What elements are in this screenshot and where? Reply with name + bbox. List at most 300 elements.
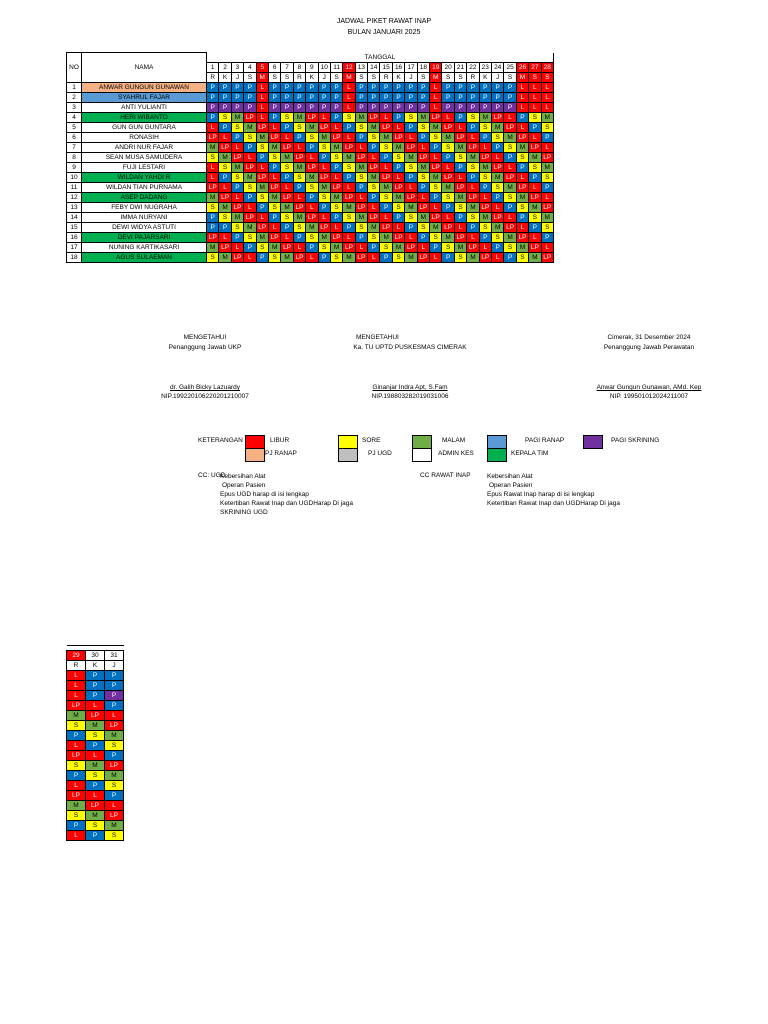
shift-cell: L <box>67 671 86 681</box>
shift-cell: L <box>318 212 330 222</box>
shift-cell: M <box>330 242 342 252</box>
shift-cell: P <box>392 102 404 112</box>
shift-cell: P <box>318 152 330 162</box>
shift-cell: P <box>516 212 528 222</box>
shift-cell: P <box>256 152 268 162</box>
shift-cell: L <box>430 82 442 92</box>
signature-tu <box>340 334 480 400</box>
staff-name: DEWI WIDYA ASTUTI <box>82 222 207 232</box>
shift-cell: S <box>244 182 256 192</box>
shift-cell: P <box>529 172 541 182</box>
shift-cell: S <box>105 741 124 751</box>
shift-cell: LP <box>516 132 528 142</box>
day-number: 17 <box>405 62 417 72</box>
continued-row <box>67 791 124 801</box>
shift-cell: M <box>355 112 367 122</box>
shift-cell: LP <box>207 182 219 192</box>
shift-cell: L <box>430 202 442 212</box>
day-number: 7 <box>281 62 293 72</box>
shift-cell: S <box>306 182 318 192</box>
shift-cell: M <box>231 112 243 122</box>
day-number: 14 <box>368 62 380 72</box>
shift-cell: P <box>504 82 516 92</box>
shift-cell: P <box>281 122 293 132</box>
shift-cell: L <box>529 92 541 102</box>
shift-cell: P <box>467 82 479 92</box>
shift-cell: LP <box>405 242 417 252</box>
shift-cell: S <box>343 212 355 222</box>
shift-cell: LP <box>529 192 541 202</box>
shift-cell: LP <box>306 112 318 122</box>
legend-swatch <box>245 448 265 462</box>
shift-cell: S <box>392 252 404 262</box>
shift-cell: S <box>491 182 503 192</box>
legend-swatch <box>583 435 603 449</box>
shift-cell: S <box>330 152 342 162</box>
shift-cell: M <box>306 172 318 182</box>
shift-cell: LP <box>293 152 305 162</box>
shift-cell: P <box>219 222 231 232</box>
shift-cell: P <box>355 92 367 102</box>
day-number: 12 <box>343 62 355 72</box>
shift-cell: LP <box>268 232 280 242</box>
staff-no: 5 <box>67 122 82 132</box>
shift-cell: M <box>417 162 429 172</box>
shift-cell: LP <box>368 162 380 172</box>
shift-cell: P <box>105 681 124 691</box>
shift-cell: P <box>86 781 105 791</box>
weekday-letter: K <box>306 72 318 82</box>
shift-cell: P <box>105 691 124 701</box>
shift-cell: L <box>541 92 553 102</box>
continued-row <box>67 681 124 691</box>
shift-cell: P <box>442 102 454 112</box>
shift-cell: L <box>516 92 528 102</box>
shift-cell: M <box>86 721 105 731</box>
weekday-letter: M <box>256 72 268 82</box>
shift-cell: L <box>281 132 293 142</box>
shift-cell: L <box>343 182 355 192</box>
page-title: JADWAL PIKET RAWAT INAP <box>336 18 432 25</box>
shift-cell: LP <box>306 212 318 222</box>
shift-cell: S <box>529 212 541 222</box>
shift-cell: P <box>417 92 429 102</box>
shift-cell: L <box>281 232 293 242</box>
staff-name: ANTI YULIANTI <box>82 102 207 112</box>
shift-cell: L <box>256 102 268 112</box>
schedule-table <box>66 52 554 263</box>
shift-cell: M <box>306 122 318 132</box>
shift-cell: M <box>368 172 380 182</box>
shift-cell: M <box>380 132 392 142</box>
staff-no: 1 <box>67 82 82 92</box>
staff-name: HERI WIBANTO <box>82 112 207 122</box>
shift-cell: L <box>504 162 516 172</box>
shift-cell: S <box>219 162 231 172</box>
day-number: 13 <box>355 62 367 72</box>
shift-cell: L <box>219 232 231 242</box>
shift-cell: P <box>380 152 392 162</box>
shift-cell: S <box>207 202 219 212</box>
shift-cell: L <box>392 222 404 232</box>
shift-cell: M <box>219 152 231 162</box>
shift-cell: M <box>368 222 380 232</box>
sig-nip: NIP. 199501012024211007 <box>609 393 689 400</box>
day-number: 18 <box>417 62 429 72</box>
shift-cell: LP <box>281 192 293 202</box>
continued-row <box>67 801 124 811</box>
shift-cell: M <box>207 192 219 202</box>
shift-cell: M <box>467 252 479 262</box>
continued-row <box>67 781 124 791</box>
shift-cell: P <box>330 92 342 102</box>
shift-cell: M <box>256 182 268 192</box>
day-number: 5 <box>256 62 268 72</box>
shift-cell: LP <box>454 232 466 242</box>
weekday-letter: M <box>343 72 355 82</box>
shift-cell: L <box>268 172 280 182</box>
shift-cell: P <box>405 102 417 112</box>
shift-cell: P <box>330 112 342 122</box>
shift-cell: S <box>405 212 417 222</box>
shift-cell: M <box>318 182 330 192</box>
weekday-letter: K <box>86 661 105 671</box>
weekday-letter: R <box>293 72 305 82</box>
shift-cell: P <box>281 172 293 182</box>
shift-cell: P <box>244 142 256 152</box>
shift-cell: M <box>516 142 528 152</box>
shift-cell: P <box>491 242 503 252</box>
staff-row <box>67 102 554 112</box>
shift-cell: LP <box>417 152 429 162</box>
shift-cell: M <box>541 162 553 172</box>
shift-cell: P <box>293 92 305 102</box>
staff-name: NUNING KARTIKASARI <box>82 242 207 252</box>
shift-cell: M <box>454 242 466 252</box>
shift-cell: M <box>541 112 553 122</box>
note-line: Epus UGD harap di isi lengkap <box>220 491 309 498</box>
shift-cell: P <box>405 92 417 102</box>
shift-cell: LP <box>491 212 503 222</box>
shift-cell: P <box>467 122 479 132</box>
shift-cell: M <box>67 801 86 811</box>
staff-no: 10 <box>67 172 82 182</box>
shift-cell: L <box>318 112 330 122</box>
shift-cell: LP <box>281 142 293 152</box>
shift-cell: L <box>529 182 541 192</box>
staff-name: ASEP DADANG <box>82 192 207 202</box>
shift-cell: S <box>67 811 86 821</box>
shift-cell: P <box>430 242 442 252</box>
shift-cell: L <box>405 182 417 192</box>
staff-name: AGUS SULAEMAN <box>82 252 207 262</box>
legend-text: SORE <box>362 437 381 444</box>
shift-cell: S <box>207 252 219 262</box>
note-line: Operan Pasien <box>489 482 533 489</box>
note-line: SKRINING UGD <box>220 509 268 516</box>
staff-no: 6 <box>67 132 82 142</box>
shift-cell: S <box>306 232 318 242</box>
staff-row <box>67 152 554 162</box>
shift-cell: LP <box>355 252 367 262</box>
shift-cell: P <box>293 102 305 112</box>
shift-cell: P <box>467 92 479 102</box>
legend-text: LIBUR <box>270 437 290 444</box>
shift-cell: M <box>491 172 503 182</box>
shift-cell: LP <box>417 252 429 262</box>
shift-cell: P <box>454 82 466 92</box>
staff-name: ANWAR GUNGUN GUNAWAN <box>82 82 207 92</box>
day-number: 29 <box>67 651 86 661</box>
shift-cell: LP <box>343 142 355 152</box>
legend-text: KEPALA TIM <box>511 450 549 457</box>
weekday-letter: K <box>392 72 404 82</box>
shift-cell: S <box>541 122 553 132</box>
shift-cell: P <box>491 92 503 102</box>
shift-cell: P <box>105 791 124 801</box>
shift-cell: S <box>355 122 367 132</box>
legend-swatch <box>412 435 432 449</box>
shift-cell: P <box>318 202 330 212</box>
schedule-table-continued <box>66 645 124 841</box>
shift-cell: M <box>479 112 491 122</box>
shift-cell: P <box>207 82 219 92</box>
cc-rawat-inap-label: CC RAWAT INAP <box>420 472 471 479</box>
shift-cell: M <box>244 122 256 132</box>
legend-swatch <box>487 448 507 462</box>
shift-cell: S <box>343 162 355 172</box>
shift-cell: P <box>504 152 516 162</box>
header-tanggal: TANGGAL <box>207 53 554 63</box>
shift-cell: M <box>219 202 231 212</box>
weekday-letter: J <box>105 661 124 671</box>
shift-cell: P <box>467 172 479 182</box>
shift-cell: P <box>330 212 342 222</box>
shift-cell: S <box>392 202 404 212</box>
shift-cell: M <box>105 731 124 741</box>
note-line: Ketertiban Rawat Inap dan UGDHarap Di jaga <box>487 500 620 507</box>
header-nama: NAMA <box>82 53 207 83</box>
staff-no: 16 <box>67 232 82 242</box>
day-number: 24 <box>491 62 503 72</box>
shift-cell: LP <box>355 152 367 162</box>
shift-cell: P <box>256 202 268 212</box>
shift-cell: L <box>231 192 243 202</box>
shift-cell: M <box>105 771 124 781</box>
shift-cell: LP <box>467 192 479 202</box>
shift-cell: L <box>219 132 231 142</box>
shift-cell: S <box>268 152 280 162</box>
shift-cell: LP <box>430 212 442 222</box>
shift-cell: S <box>219 212 231 222</box>
shift-cell: P <box>268 102 280 112</box>
shift-cell: P <box>268 112 280 122</box>
shift-cell: P <box>479 132 491 142</box>
shift-cell: S <box>231 222 243 232</box>
shift-cell: M <box>417 112 429 122</box>
weekday-letter: S <box>244 72 256 82</box>
shift-cell: P <box>306 192 318 202</box>
shift-cell: M <box>268 242 280 252</box>
staff-name: WILDAN TIAN PURNAMA <box>82 182 207 192</box>
shift-cell: M <box>67 711 86 721</box>
weekday-letter: S <box>454 72 466 82</box>
shift-cell: P <box>479 182 491 192</box>
shift-cell: L <box>306 202 318 212</box>
notes-rawat-inap <box>487 472 620 508</box>
shift-cell: L <box>405 132 417 142</box>
shift-cell: L <box>392 122 404 132</box>
shift-cell: P <box>281 102 293 112</box>
shift-cell: L <box>442 212 454 222</box>
shift-cell: L <box>430 252 442 262</box>
staff-no: 2 <box>67 92 82 102</box>
shift-cell: LP <box>516 232 528 242</box>
sig-nip: NIP.198803282019031006 <box>371 393 449 400</box>
day-number: 16 <box>392 62 404 72</box>
shift-cell: LP <box>405 142 417 152</box>
shift-cell: L <box>454 222 466 232</box>
shift-cell: M <box>256 232 268 242</box>
continued-row <box>67 831 124 841</box>
shift-cell: P <box>467 102 479 112</box>
legend-text: PAGI SKRINING <box>611 437 660 444</box>
sig-role1: Cimerak, 31 Desember 2024 <box>607 334 691 341</box>
shift-cell: P <box>417 102 429 112</box>
shift-cell: M <box>281 252 293 262</box>
shift-cell: P <box>355 232 367 242</box>
weekday-letter: M <box>516 72 528 82</box>
continued-row <box>67 771 124 781</box>
shift-cell: LP <box>244 162 256 172</box>
shift-cell: L <box>392 172 404 182</box>
shift-cell: P <box>417 182 429 192</box>
shift-cell: L <box>293 192 305 202</box>
staff-row <box>67 242 554 252</box>
staff-no: 12 <box>67 192 82 202</box>
shift-cell: S <box>281 162 293 172</box>
shift-cell: L <box>207 162 219 172</box>
shift-cell: L <box>405 232 417 242</box>
shift-cell: M <box>231 162 243 172</box>
shift-cell: P <box>355 82 367 92</box>
shift-cell: LP <box>256 172 268 182</box>
shift-cell: M <box>368 122 380 132</box>
day-number: 26 <box>516 62 528 72</box>
staff-name: FEBY DWI NUGRAHA <box>82 202 207 212</box>
shift-cell: P <box>430 192 442 202</box>
day-number: 28 <box>541 62 553 72</box>
day-number: 8 <box>293 62 305 72</box>
shift-cell: M <box>207 242 219 252</box>
day-number: 1 <box>207 62 219 72</box>
shift-cell: M <box>516 192 528 202</box>
shift-cell: L <box>368 252 380 262</box>
staff-no: 8 <box>67 152 82 162</box>
shift-cell: P <box>405 222 417 232</box>
shift-cell: S <box>318 142 330 152</box>
shift-cell: S <box>293 122 305 132</box>
shift-cell: M <box>541 212 553 222</box>
weekday-letter: K <box>479 72 491 82</box>
staff-row <box>67 202 554 212</box>
weekday-letter: J <box>491 72 503 82</box>
shift-cell: L <box>491 202 503 212</box>
weekday-letter: R <box>380 72 392 82</box>
shift-cell: L <box>541 242 553 252</box>
shift-cell: L <box>541 142 553 152</box>
shift-cell: L <box>430 152 442 162</box>
shift-cell: P <box>219 102 231 112</box>
shift-cell: LP <box>504 222 516 232</box>
sig-role2: Ka. TU UPTD PUSKESMAS CIMERAK <box>353 344 467 351</box>
staff-row <box>67 182 554 192</box>
shift-cell: L <box>330 172 342 182</box>
shift-cell: LP <box>343 242 355 252</box>
shift-cell: P <box>504 202 516 212</box>
shift-cell: LP <box>479 152 491 162</box>
shift-cell: L <box>343 82 355 92</box>
shift-cell: S <box>380 242 392 252</box>
shift-cell: L <box>330 222 342 232</box>
shift-cell: P <box>491 82 503 92</box>
legend-text: PJ UGD <box>368 450 392 457</box>
legend-swatch <box>487 435 507 449</box>
shift-cell: P <box>504 102 516 112</box>
shift-cell: P <box>417 232 429 242</box>
staff-no: 14 <box>67 212 82 222</box>
shift-cell: P <box>293 82 305 92</box>
shift-cell: P <box>541 182 553 192</box>
staff-row <box>67 122 554 132</box>
legend-text: MALAM <box>442 437 466 444</box>
shift-cell: P <box>541 232 553 242</box>
shift-cell: LP <box>392 232 404 242</box>
shift-cell: LP <box>479 202 491 212</box>
weekday-letter: J <box>318 72 330 82</box>
shift-cell: P <box>368 142 380 152</box>
shift-cell: L <box>516 102 528 112</box>
shift-cell: L <box>516 122 528 132</box>
shift-cell: S <box>430 132 442 142</box>
staff-no: 17 <box>67 242 82 252</box>
shift-cell: LP <box>479 252 491 262</box>
shift-cell: S <box>516 152 528 162</box>
staff-name: IMMA NURYANI <box>82 212 207 222</box>
shift-cell: S <box>516 202 528 212</box>
shift-cell: M <box>268 142 280 152</box>
shift-cell: P <box>355 132 367 142</box>
shift-cell: M <box>529 152 541 162</box>
shift-cell: M <box>293 212 305 222</box>
shift-cell: P <box>392 212 404 222</box>
staff-row <box>67 112 554 122</box>
shift-cell: P <box>231 132 243 142</box>
shift-cell: LP <box>430 162 442 172</box>
shift-cell: L <box>479 192 491 202</box>
shift-cell: S <box>244 232 256 242</box>
shift-cell: P <box>105 751 124 761</box>
shift-cell: M <box>529 202 541 212</box>
shift-cell: S <box>268 202 280 212</box>
shift-cell: S <box>442 242 454 252</box>
shift-cell: L <box>442 112 454 122</box>
legend-swatch <box>412 448 432 462</box>
day-number: 9 <box>306 62 318 72</box>
sig-name: Ginanjar Indra Apt, S.Fam <box>372 384 448 391</box>
shift-cell: L <box>86 751 105 761</box>
shift-cell: LP <box>67 791 86 801</box>
